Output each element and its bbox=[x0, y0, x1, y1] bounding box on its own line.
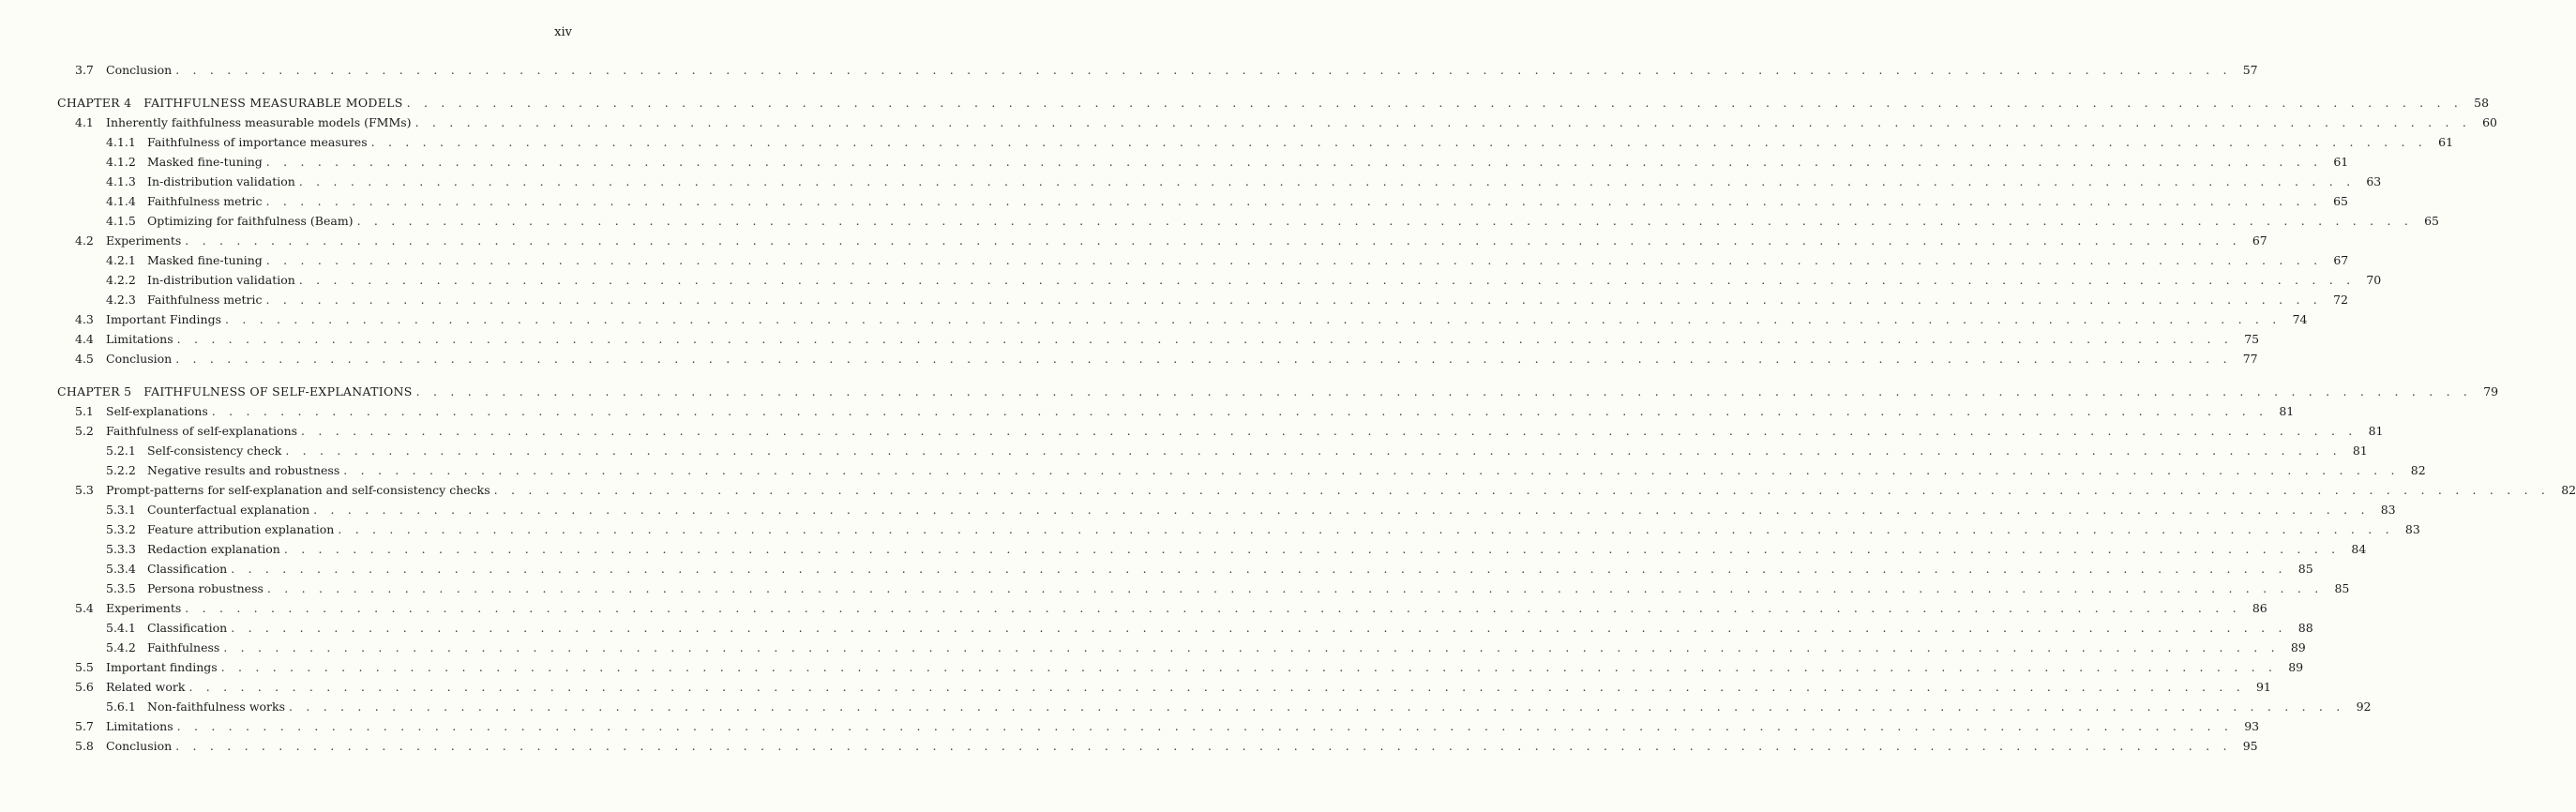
toc-entry-number: 4.4 bbox=[75, 332, 94, 346]
toc-entry-number: 5.2 bbox=[75, 424, 94, 438]
toc-entry-page: 67 bbox=[2252, 233, 2267, 248]
toc-entry-number: 4.3 bbox=[75, 312, 94, 326]
toc-entry-number: 4.1.2 bbox=[106, 155, 136, 169]
dot-leader: . . . . . . . . . . . . . . . . . . . . . . . . . . . . . . . . . . . . . . . . . . . . . . . . . . . . . . . . . . . . . . . . . . . . . . . . . . . . . . . . . . . . . . . . . . . . . . . . . . . . . . . . . . . . . . . . . . . . . . . . bbox=[265, 155, 2323, 169]
toc-subsection-entry[interactable] bbox=[0, 441, 2368, 460]
dot-leader: . . . . . . . . . . . . . . . . . . . . . . . . . . . . . . . . . . . . . . . . . . . . . . . . . . . . . . . . . . . . . . . . . . . . . . . . . . . . . . . . . . . . . . . . . . . . . . . . . . . . . . . . . . . . . . . . . . . . . . . . bbox=[231, 621, 2287, 635]
toc-entry-title: In-distribution validation bbox=[147, 174, 295, 188]
toc-entry-title: Redaction explanation bbox=[147, 542, 280, 556]
toc-entry-line bbox=[106, 231, 2267, 250]
toc-entry-title: Negative results and robustness bbox=[147, 463, 340, 477]
toc-subsection-entry[interactable] bbox=[0, 519, 2420, 539]
dot-leader: . . . . . . . . . . . . . . . . . . . . . . . . . . . . . . . . . . . . . . . . . . . . . . . . . . . . . . . . . . . . . . . . . . . . . . . . . . . . . . . . . . . . . . . . . . . . . . . . . . . . . . . . . . . . . . . . . . . . . . . . bbox=[285, 444, 2342, 458]
dot-leader: . . . . . . . . . . . . . . . . . . . . . . . . . . . . . . . . . . . . . . . . . . . . . . . . . . . . . . . . . . . . . . . . . . . . . . . . . . . . . . . . . . . . . . . . . . . . . . . . . . . . . . . . . . . . . . . . . . . . . . . . bbox=[175, 63, 2232, 77]
toc-entry-line bbox=[106, 480, 2576, 500]
toc-section-entry[interactable] bbox=[0, 231, 2267, 250]
toc-entry-number: 4.1.3 bbox=[106, 174, 136, 188]
toc-entry-page: 84 bbox=[2351, 542, 2367, 556]
toc-entry-number: 4.1.4 bbox=[106, 194, 136, 208]
toc-section-entry[interactable] bbox=[0, 657, 2304, 677]
toc-entry-title: Classification bbox=[147, 562, 228, 576]
dot-leader: . . . . . . . . . . . . . . . . . . . . . . . . . . . . . . . . . . . . . . . . . . . . . . . . . . . . . . . . . . . . . . . . . . . . . . . . . . . . . . . . . . . . . . . . . . . . . . . . . . . . . . . . . . . . . . . . . . . . . . . . bbox=[493, 483, 2551, 497]
toc-entry-line bbox=[147, 500, 2396, 519]
toc-subsection-entry[interactable] bbox=[0, 191, 2348, 211]
toc-entry-page: 65 bbox=[2333, 194, 2348, 208]
toc-entry-number: 5.2.1 bbox=[106, 444, 136, 458]
toc-entry-number: 5.1 bbox=[75, 404, 94, 418]
toc-entry-page: 70 bbox=[2366, 273, 2382, 287]
toc-subsection-entry[interactable] bbox=[0, 270, 2382, 290]
toc-entry-title: Self-consistency check bbox=[147, 444, 282, 458]
toc-chapter-entry[interactable] bbox=[0, 382, 2499, 401]
toc-subsection-entry[interactable] bbox=[0, 579, 2350, 598]
toc-entry-line bbox=[147, 618, 2313, 638]
toc-entry-page: 63 bbox=[2366, 174, 2382, 188]
dot-leader: . . . . . . . . . . . . . . . . . . . . . . . . . . . . . . . . . . . . . . . . . . . . . . . . . . . . . . . . . . . . . . . . . . . . . . . . . . . . . . . . . . . . . . . . . . . . . . . . . . . . . . . . . . . . . . . . . . . . . . . . bbox=[220, 660, 2278, 674]
toc-entry-page: 93 bbox=[2244, 719, 2260, 733]
toc-entry-page: 89 bbox=[2290, 640, 2306, 654]
toc-entry-number: 5.4.1 bbox=[106, 621, 136, 635]
toc-entry-page: 91 bbox=[2255, 680, 2271, 694]
toc-entry-title: Conclusion bbox=[106, 739, 173, 753]
dot-leader: . . . . . . . . . . . . . . . . . . . . . . . . . . . . . . . . . . . . . . . . . . . . . . . . . . . . . . . . . . . . . . . . . . . . . . . . . . . . . . . . . . . . . . . . . . . . . . . . . . . . . . . . . . . . . . . . . . . . . . . . bbox=[289, 699, 2345, 714]
toc-entry-number: 4.2.1 bbox=[106, 253, 136, 267]
toc-entry-line bbox=[106, 113, 2498, 132]
toc-entry-page: 85 bbox=[2297, 562, 2313, 576]
toc-entry-line bbox=[147, 638, 2306, 657]
toc-section-entry[interactable] bbox=[0, 401, 2295, 421]
toc-entry-title: Masked fine-tuning bbox=[147, 253, 263, 267]
toc-entry-line bbox=[106, 309, 2308, 329]
toc-entry-page: 81 bbox=[2368, 424, 2384, 438]
dot-leader: . . . . . . . . . . . . . . . . . . . . . . . . . . . . . . . . . . . . . . . . . . . . . . . . . . . . . . . . . . . . . . . . . . . . . . . . . . . . . . . . . . . . . . . . . . . . . . . . . . . . . . . . . . . . . . . . . . . . . . . . bbox=[185, 601, 2241, 615]
toc-entry-title: Related work bbox=[106, 680, 186, 694]
toc-entry-line bbox=[147, 441, 2368, 460]
toc-entry-line bbox=[106, 677, 2271, 697]
toc-entry-title: Faithfulness metric bbox=[147, 293, 263, 307]
toc-section-entry[interactable] bbox=[0, 113, 2498, 132]
toc-entry-title: Inherently faithfulness measurable models (FMMs) bbox=[106, 115, 412, 129]
toc-entry-page: 88 bbox=[2297, 621, 2313, 635]
toc-entry-line bbox=[106, 60, 2258, 80]
toc-entry-number: 5.3.1 bbox=[106, 503, 136, 517]
dot-leader: . . . . . . . . . . . . . . . . . . . . . . . . . . . . . . . . . . . . . . . . . . . . . . . . . . . . . . . . . . . . . . . . . . . . . . . . . . . . . . . . . . . . . . . . . . . . . . . . . . . . . . . . . . . . . . . . . . . . . . . . bbox=[265, 253, 2323, 267]
dot-leader: . . . . . . . . . . . . . . . . . . . . . . . . . . . . . . . . . . . . . . . . . . . . . . . . . . . . . . . . . . . . . . . . . . . . . . . . . . . . . . . . . . . . . . . . . . . . . . . . . . . . . . . . . . . . . . . . . . . . . . . . bbox=[223, 640, 2280, 654]
toc-entry-title: CHAPTER 5 FAITHFULNESS OF SELF-EXPLANATIONS bbox=[57, 384, 413, 398]
dot-leader: . . . . . . . . . . . . . . . . . . . . . . . . . . . . . . . . . . . . . . . . . . . . . . . . . . . . . . . . . . . . . . . . . . . . . . . . . . . . . . . . . . . . . . . . . . . . . . . . . . . . . . . . . . . . . . . . . . . . . . . . bbox=[313, 503, 2370, 517]
toc-entry-title: Limitations bbox=[106, 719, 173, 733]
dot-leader: . . . . . . . . . . . . . . . . . . . . . . . . . . . . . . . . . . . . . . . . . . . . . . . . . . . . . . . . . . . . . . . . . . . . . . . . . . . . . . . . . . . . . . . . . . . . . . . . . . . . . . . . . . . . . . . . . . . . . . . . bbox=[211, 404, 2268, 418]
toc-entry-line bbox=[57, 382, 2499, 401]
toc-entry-page: 82 bbox=[2410, 463, 2426, 477]
toc-section-entry[interactable] bbox=[0, 329, 2260, 349]
toc-section-entry[interactable] bbox=[0, 480, 2576, 500]
dot-leader: . . . . . . . . . . . . . . . . . . . . . . . . . . . . . . . . . . . . . . . . . . . . . . . . . . . . . . . . . . . . . . . . . . . . . . . . . . . . . . . . . . . . . . . . . . . . . . . . . . . . . . . . . . . . . . . . . . . . . . . . bbox=[370, 135, 2428, 149]
dot-leader: . . . . . . . . . . . . . . . . . . . . . . . . . . . . . . . . . . . . . . . . . . . . . . . . . . . . . . . . . . . . . . . . . . . . . . . . . . . . . . . . . . . . . . . . . . . . . . . . . . . . . . . . . . . . . . . . . . . . . . . . bbox=[266, 581, 2324, 595]
toc-entry-title: In-distribution validation bbox=[147, 273, 295, 287]
toc-section-entry[interactable] bbox=[0, 421, 2384, 441]
toc-entry-line bbox=[147, 132, 2454, 152]
toc-subsection-entry[interactable] bbox=[0, 559, 2313, 579]
toc-entry-page: 75 bbox=[2244, 332, 2260, 346]
toc-entry-page: 83 bbox=[2404, 522, 2420, 536]
toc-entry-line bbox=[57, 93, 2490, 113]
toc-subsection-entry[interactable] bbox=[0, 290, 2348, 309]
dot-leader: . . . . . . . . . . . . . . . . . . . . . . . . . . . . . . . . . . . . . . . . . . . . . . . . . . . . . . . . . . . . . . . . . . . . . . . . . . . . . . . . . . . . . . . . . . . . . . . . . . . . . . . . . . . . . . . . . . . . . . . . bbox=[338, 522, 2394, 536]
dot-leader: . . . . . . . . . . . . . . . . . . . . . . . . . . . . . . . . . . . . . . . . . . . . . . . . . . . . . . . . . . . . . . . . . . . . . . . . . . . . . . . . . . . . . . . . . . . . . . . . . . . . . . . . . . . . . . . . . . . . . . . . bbox=[265, 194, 2322, 208]
toc-entry-title: Non-faithfulness works bbox=[147, 699, 286, 714]
toc-entry-page: 79 bbox=[2483, 384, 2499, 398]
toc-entry-number: 3.7 bbox=[75, 63, 94, 77]
toc-subsection-entry[interactable] bbox=[0, 460, 2426, 480]
toc-chapter-entry[interactable] bbox=[0, 93, 2490, 113]
toc-entry-line bbox=[147, 697, 2372, 716]
dot-leader: . . . . . . . . . . . . . . . . . . . . . . . . . . . . . . . . . . . . . . . . . . . . . . . . . . . . . . . . . . . . . . . . . . . . . . . . . . . . . . . . . . . . . . . . . . . . . . . . . . . . . . . . . . . . . . . . . . . . . . . . bbox=[298, 174, 2356, 188]
toc-entry-title: CHAPTER 4 FAITHFULNESS MEASURABLE MODELS bbox=[57, 96, 403, 110]
toc-entry-page: 81 bbox=[2279, 404, 2295, 418]
dot-leader: . . . . . . . . . . . . . . . . . . . . . . . . . . . . . . . . . . . . . . . . . . . . . . . . . . . . . . . . . . . . . . . . . . . . . . . . . . . . . . . . . . . . . . . . . . . . . . . . . . . . . . . . . . . . . . . . . . . . . . . . bbox=[406, 96, 2463, 110]
toc-entry-number: 5.3.4 bbox=[106, 562, 136, 576]
toc-subsection-entry[interactable] bbox=[0, 638, 2306, 657]
toc-entry-page: 82 bbox=[2561, 483, 2576, 497]
page-number: xiv bbox=[554, 25, 572, 39]
toc-entry-title: Counterfactual explanation bbox=[147, 503, 310, 517]
toc-entry-line bbox=[147, 559, 2313, 579]
toc-entry-line bbox=[106, 421, 2384, 441]
dot-leader: . . . . . . . . . . . . . . . . . . . . . . . . . . . . . . . . . . . . . . . . . . . . . . . . . . . . . . . . . . . . . . . . . . . . . . . . . . . . . . . . . . . . . . . . . . . . . . . . . . . . . . . . . . . . . . . . . . . . . . . . bbox=[414, 115, 2472, 129]
toc-entry-page: 61 bbox=[2333, 155, 2349, 169]
toc-entry-line bbox=[147, 172, 2382, 191]
toc-entry-page: 65 bbox=[2424, 214, 2440, 228]
toc-entry-number: 5.3.5 bbox=[106, 581, 136, 595]
toc-entry-title: Classification bbox=[147, 621, 228, 635]
toc-subsection-entry[interactable] bbox=[0, 172, 2382, 191]
dot-leader: . . . . . . . . . . . . . . . . . . . . . . . . . . . . . . . . . . . . . . . . . . . . . . . . . . . . . . . . . . . . . . . . . . . . . . . . . . . . . . . . . . . . . . . . . . . . . . . . . . . . . . . . . . . . . . . . . . . . . . . . bbox=[343, 463, 2400, 477]
toc-entry-number: 5.5 bbox=[75, 660, 94, 674]
toc-entry-page: 81 bbox=[2352, 444, 2368, 458]
dot-leader: . . . . . . . . . . . . . . . . . . . . . . . . . . . . . . . . . . . . . . . . . . . . . . . . . . . . . . . . . . . . . . . . . . . . . . . . . . . . . . . . . . . . . . . . . . . . . . . . . . . . . . . . . . . . . . . . . . . . . . . . bbox=[283, 542, 2341, 556]
toc-entry-number: 4.2.2 bbox=[106, 273, 136, 287]
toc-entry-title: Faithfulness metric bbox=[147, 194, 263, 208]
toc-entry-line bbox=[147, 152, 2349, 172]
toc-entry-title: Conclusion bbox=[106, 352, 173, 366]
toc-entry-line bbox=[106, 716, 2260, 736]
dot-leader: . . . . . . . . . . . . . . . . . . . . . . . . . . . . . . . . . . . . . . . . . . . . . . . . . . . . . . . . . . . . . . . . . . . . . . . . . . . . . . . . . . . . . . . . . . . . . . . . . . . . . . . . . . . . . . . . . . . . . . . . bbox=[188, 680, 2245, 694]
toc-subsection-entry[interactable] bbox=[0, 211, 2440, 231]
toc-entry-title: Limitations bbox=[106, 332, 173, 346]
toc-section-entry[interactable] bbox=[0, 736, 2258, 756]
dot-leader: . . . . . . . . . . . . . . . . . . . . . . . . . . . . . . . . . . . . . . . . . . . . . . . . . . . . . . . . . . . . . . . . . . . . . . . . . . . . . . . . . . . . . . . . . . . . . . . . . . . . . . . . . . . . . . . . . . . . . . . . bbox=[225, 312, 2282, 326]
dot-leader: . . . . . . . . . . . . . . . . . . . . . . . . . . . . . . . . . . . . . . . . . . . . . . . . . . . . . . . . . . . . . . . . . . . . . . . . . . . . . . . . . . . . . . . . . . . . . . . . . . . . . . . . . . . . . . . . . . . . . . . . bbox=[176, 332, 2234, 346]
toc-entry-line bbox=[106, 736, 2258, 756]
toc-entry-title: Persona robustness bbox=[147, 581, 264, 595]
toc-subsection-entry[interactable] bbox=[0, 132, 2454, 152]
toc-entry-number: 5.2.2 bbox=[106, 463, 136, 477]
toc-subsection-entry[interactable] bbox=[0, 539, 2367, 559]
toc-entry-number: 4.5 bbox=[75, 352, 94, 366]
toc-section-entry[interactable] bbox=[0, 349, 2258, 368]
toc-entry-number: 4.1.1 bbox=[106, 135, 136, 149]
toc-entry-title: Faithfulness of self-explanations bbox=[106, 424, 298, 438]
toc-entry-line bbox=[147, 290, 2348, 309]
toc-subsection-entry[interactable] bbox=[0, 618, 2313, 638]
toc-entry-page: 61 bbox=[2438, 135, 2454, 149]
toc-entry-page: 92 bbox=[2356, 699, 2372, 714]
dot-leader: . . . . . . . . . . . . . . . . . . . . . . . . . . . . . . . . . . . . . . . . . . . . . . . . . . . . . . . . . . . . . . . . . . . . . . . . . . . . . . . . . . . . . . . . . . . . . . . . . . . . . . . . . . . . . . . . . . . . . . . . bbox=[356, 214, 2414, 228]
toc-entry-line bbox=[147, 191, 2348, 211]
toc-entry-page: 72 bbox=[2333, 293, 2348, 307]
toc-section-entry[interactable] bbox=[0, 60, 2258, 80]
toc-entry-page: 58 bbox=[2474, 96, 2490, 110]
toc-entry-page: 89 bbox=[2288, 660, 2304, 674]
toc-entry-number: 5.4.2 bbox=[106, 640, 136, 654]
toc-entry-page: 95 bbox=[2242, 739, 2258, 753]
toc-entry-title: Self-explanations bbox=[106, 404, 208, 418]
toc-section-entry[interactable] bbox=[0, 598, 2267, 618]
dot-leader: . . . . . . . . . . . . . . . . . . . . . . . . . . . . . . . . . . . . . . . . . . . . . . . . . . . . . . . . . . . . . . . . . . . . . . . . . . . . . . . . . . . . . . . . . . . . . . . . . . . . . . . . . . . . . . . . . . . . . . . . bbox=[185, 233, 2241, 248]
dot-leader: . . . . . . . . . . . . . . . . . . . . . . . . . . . . . . . . . . . . . . . . . . . . . . . . . . . . . . . . . . . . . . . . . . . . . . . . . . . . . . . . . . . . . . . . . . . . . . . . . . . . . . . . . . . . . . . . . . . . . . . . bbox=[415, 384, 2473, 398]
toc-section-entry[interactable] bbox=[0, 716, 2260, 736]
toc-entry-title: Experiments bbox=[106, 601, 182, 615]
toc-entry-number: 4.1 bbox=[75, 115, 94, 129]
toc-entry-title: Faithfulness of importance measures bbox=[147, 135, 368, 149]
toc-subsection-entry[interactable] bbox=[0, 500, 2396, 519]
toc-entry-line bbox=[147, 519, 2420, 539]
toc-entry-page: 57 bbox=[2242, 63, 2258, 77]
toc-entry-title: Important findings bbox=[106, 660, 218, 674]
toc-entry-line bbox=[147, 579, 2350, 598]
toc-subsection-entry[interactable] bbox=[0, 250, 2349, 270]
toc-entry-line bbox=[147, 460, 2426, 480]
toc-entry-number: 5.3.2 bbox=[106, 522, 136, 536]
toc-entry-line bbox=[147, 250, 2349, 270]
toc-entry-title: Important Findings bbox=[106, 312, 222, 326]
dot-leader: . . . . . . . . . . . . . . . . . . . . . . . . . . . . . . . . . . . . . . . . . . . . . . . . . . . . . . . . . . . . . . . . . . . . . . . . . . . . . . . . . . . . . . . . . . . . . . . . . . . . . . . . . . . . . . . . . . . . . . . . bbox=[175, 739, 2232, 753]
dot-leader: . . . . . . . . . . . . . . . . . . . . . . . . . . . . . . . . . . . . . . . . . . . . . . . . . . . . . . . . . . . . . . . . . . . . . . . . . . . . . . . . . . . . . . . . . . . . . . . . . . . . . . . . . . . . . . . . . . . . . . . . bbox=[265, 293, 2322, 307]
toc-entry-number: 4.2 bbox=[75, 233, 94, 248]
toc-subsection-entry[interactable] bbox=[0, 697, 2372, 716]
toc-entry-page: 67 bbox=[2333, 253, 2349, 267]
toc-entry-line bbox=[147, 270, 2382, 290]
toc-entry-page: 86 bbox=[2252, 601, 2267, 615]
toc-entry-number: 5.6 bbox=[75, 680, 94, 694]
toc-entry-page: 60 bbox=[2482, 115, 2498, 129]
toc-subsection-entry[interactable] bbox=[0, 152, 2349, 172]
dot-leader: . . . . . . . . . . . . . . . . . . . . . . . . . . . . . . . . . . . . . . . . . . . . . . . . . . . . . . . . . . . . . . . . . . . . . . . . . . . . . . . . . . . . . . . . . . . . . . . . . . . . . . . . . . . . . . . . . . . . . . . . bbox=[301, 424, 2358, 438]
toc-section-entry[interactable] bbox=[0, 677, 2271, 697]
toc-entry-number: 5.6.1 bbox=[106, 699, 136, 714]
toc-entry-line bbox=[106, 657, 2304, 677]
toc-entry-title: Conclusion bbox=[106, 63, 173, 77]
toc-entry-title: Faithfulness bbox=[147, 640, 220, 654]
toc-entry-number: 4.1.5 bbox=[106, 214, 136, 228]
toc-entry-number: 5.7 bbox=[75, 719, 94, 733]
toc-entry-number: 5.4 bbox=[75, 601, 94, 615]
toc-entry-number: 5.3 bbox=[75, 483, 94, 497]
toc-entry-page: 83 bbox=[2380, 503, 2396, 517]
toc-entry-title: Prompt-patterns for self-explanation and self-consistency checks bbox=[106, 483, 490, 497]
toc-entry-line bbox=[106, 598, 2267, 618]
toc-entry-number: 5.8 bbox=[75, 739, 94, 753]
toc-entry-title: Feature attribution explanation bbox=[147, 522, 335, 536]
dot-leader: . . . . . . . . . . . . . . . . . . . . . . . . . . . . . . . . . . . . . . . . . . . . . . . . . . . . . . . . . . . . . . . . . . . . . . . . . . . . . . . . . . . . . . . . . . . . . . . . . . . . . . . . . . . . . . . . . . . . . . . . bbox=[231, 562, 2287, 576]
toc-entry-page: 85 bbox=[2334, 581, 2350, 595]
toc-entry-page: 77 bbox=[2242, 352, 2258, 366]
dot-leader: . . . . . . . . . . . . . . . . . . . . . . . . . . . . . . . . . . . . . . . . . . . . . . . . . . . . . . . . . . . . . . . . . . . . . . . . . . . . . . . . . . . . . . . . . . . . . . . . . . . . . . . . . . . . . . . . . . . . . . . . bbox=[298, 273, 2356, 287]
toc-entry-line bbox=[147, 211, 2440, 231]
toc-section-entry[interactable] bbox=[0, 309, 2308, 329]
toc-entry-page: 74 bbox=[2292, 312, 2308, 326]
toc-entry-line bbox=[106, 401, 2295, 421]
toc-entry-title: Experiments bbox=[106, 233, 182, 248]
table-of-contents bbox=[0, 60, 2576, 756]
toc-entry-number: 4.2.3 bbox=[106, 293, 136, 307]
toc-entry-number: 5.3.3 bbox=[106, 542, 136, 556]
toc-entry-line bbox=[106, 329, 2260, 349]
toc-entry-title: Masked fine-tuning bbox=[147, 155, 263, 169]
dot-leader: . . . . . . . . . . . . . . . . . . . . . . . . . . . . . . . . . . . . . . . . . . . . . . . . . . . . . . . . . . . . . . . . . . . . . . . . . . . . . . . . . . . . . . . . . . . . . . . . . . . . . . . . . . . . . . . . . . . . . . . . bbox=[175, 352, 2232, 366]
toc-entry-title: Optimizing for faithfulness (Beam) bbox=[147, 214, 354, 228]
toc-entry-line bbox=[147, 539, 2367, 559]
toc-entry-line bbox=[106, 349, 2258, 368]
dot-leader: . . . . . . . . . . . . . . . . . . . . . . . . . . . . . . . . . . . . . . . . . . . . . . . . . . . . . . . . . . . . . . . . . . . . . . . . . . . . . . . . . . . . . . . . . . . . . . . . . . . . . . . . . . . . . . . . . . . . . . . . bbox=[176, 719, 2234, 733]
